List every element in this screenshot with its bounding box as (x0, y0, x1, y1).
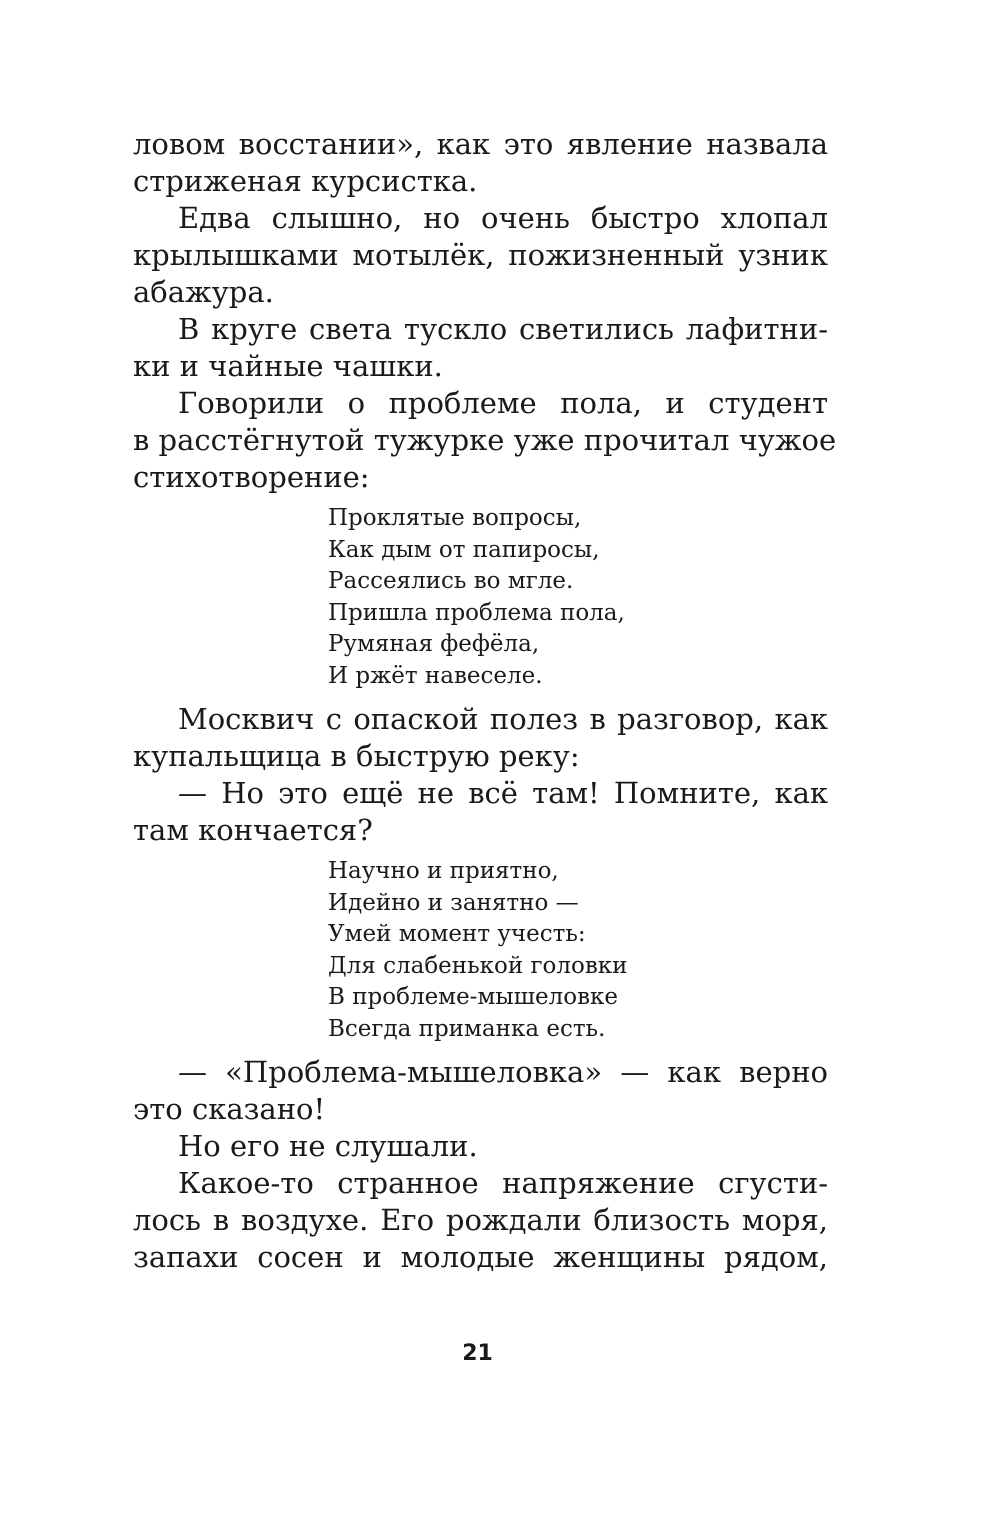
text-line: это сказано! (133, 1092, 326, 1126)
text-line: Говорили о проблеме пола, и студент (178, 386, 828, 420)
verse-line: Рассеялись во мгле. (328, 568, 574, 594)
verse-line: Проклятые вопросы, (328, 505, 582, 531)
page-number: 21 (462, 1341, 493, 1366)
verse-line: И ржёт навеселе. (328, 662, 543, 689)
verse-line: Идейно и занятно — (328, 889, 579, 916)
text-line: Но его не слушали. (178, 1129, 478, 1163)
text-line: там кончается? (133, 813, 373, 847)
verse-line: Умей момент учесть: (328, 921, 586, 947)
body-text (133, 126, 837, 1276)
verse-line: Как дым от папиросы, (328, 536, 600, 563)
text-line: ловом восстании», как это явление назвала (133, 127, 828, 161)
text-line: Какое-то странное напряжение сгусти- (178, 1166, 828, 1200)
text-line: стриженая курсистка. (133, 164, 478, 198)
text-line: — Но это ещё не всё там! Помните, как (178, 776, 828, 810)
text-line: лось в воздухе. Его рождали близость моря, (133, 1203, 828, 1237)
text-line: крылышками мотылёк, пожизненный узник (133, 238, 828, 272)
verse-line: Пришла проблема пола, (328, 599, 625, 626)
text-line: Москвич с опаской полез в разговор, как (178, 702, 828, 736)
verse-block-2 (328, 856, 828, 1045)
text-line: Едва слышно, но очень быстро хлопал (178, 201, 828, 235)
text-line: купальщица в быструю реку: (133, 739, 580, 773)
text-line: в расстёгнутой тужурке уже прочитал чужое (133, 423, 837, 457)
text-line: запахи сосен и молодые женщины рядом, (133, 1240, 828, 1274)
text-line: стихотворение: (133, 460, 370, 494)
verse-block-1 (328, 503, 828, 692)
text-line: ки и чайные чашки. (133, 349, 443, 383)
text-line: — «Проблема-мышеловка» — как верно (178, 1055, 828, 1089)
verse-line: Научно и приятно, (328, 858, 559, 884)
text-line: абажура. (133, 275, 274, 309)
verse-line: Для слабенькой головки (328, 952, 628, 979)
text-line: В круге света тускло светились лафитни- (178, 312, 828, 346)
verse-line: Всегда приманка есть. (328, 1015, 606, 1042)
verse-line: Румяная фефёла, (328, 631, 540, 657)
verse-line: В проблеме-мышеловке (328, 984, 619, 1010)
